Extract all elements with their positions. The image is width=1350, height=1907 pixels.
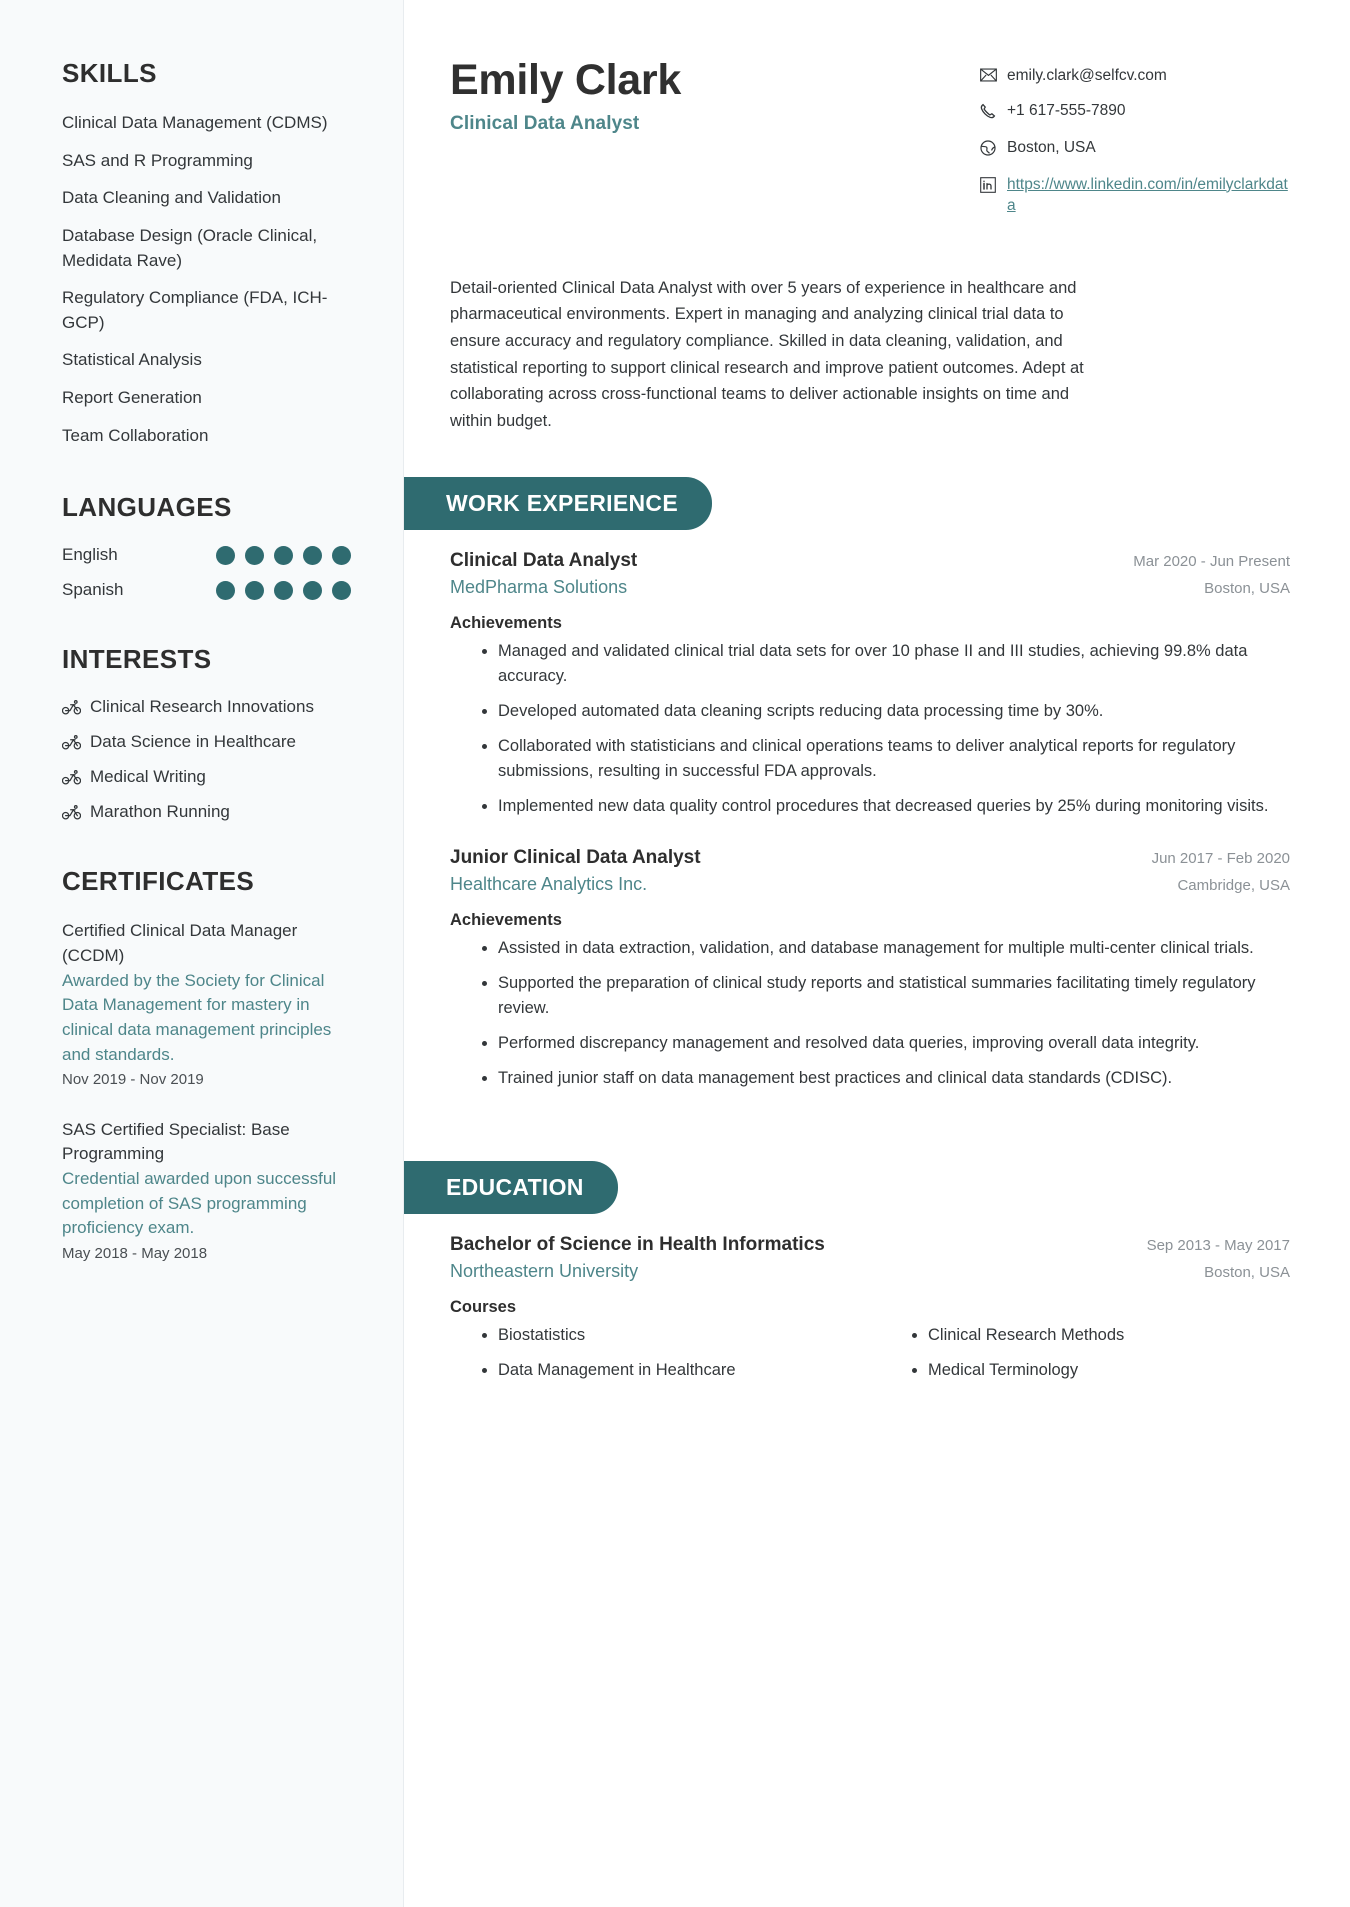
- globe-icon: [980, 140, 997, 163]
- contact-location: Boston, USA: [1007, 138, 1096, 156]
- contact-email-row: [980, 66, 1290, 89]
- contact-email[interactable]: emily.clark@selfcv.com: [1007, 67, 1167, 84]
- education-entry-header: [450, 1234, 1290, 1256]
- bicycle-icon: [62, 700, 81, 715]
- skills-list: [62, 111, 351, 448]
- candidate-name: Emily Clark: [450, 56, 681, 104]
- contact-phone-row: [980, 101, 1290, 126]
- level-dot: [245, 546, 264, 565]
- work-entry: [450, 550, 1290, 819]
- interests-section: [62, 644, 351, 822]
- skills-section: [62, 58, 351, 448]
- work-entry-subheader: [450, 874, 1290, 895]
- courses-label: Courses: [450, 1298, 517, 1317]
- interest-item: [62, 697, 351, 717]
- achievement-item: Assisted in data extraction, validation, and database management for multiple multi-center clinical trials.: [454, 936, 1290, 962]
- interests-heading: INTERESTS: [62, 644, 212, 675]
- languages-heading: LANGUAGES: [62, 492, 232, 523]
- education-entry-subheader: [450, 1261, 1290, 1282]
- certificate-description: Awarded by the Society for Clinical Data Management for mastery in clinical data management principles and standards.: [62, 970, 332, 1064]
- course-item: Biostatistics: [454, 1323, 860, 1349]
- achievements-list: [454, 639, 1290, 819]
- linkedin-icon: [980, 177, 997, 200]
- language-row: [62, 580, 351, 600]
- certificate-name: Certified Clinical Data Manager (CCDM): [62, 921, 298, 966]
- interest-label: Marathon Running: [90, 802, 230, 822]
- level-dot: [332, 546, 351, 565]
- skill-item: Clinical Data Management (CDMS): [62, 113, 328, 132]
- resume-header: [450, 56, 1290, 229]
- contact-linkedin-link[interactable]: https://www.linkedin.com/in/emilyclarkdata: [1007, 175, 1288, 214]
- level-dot: [303, 581, 322, 600]
- level-dot: [274, 546, 293, 565]
- work-experience-heading: WORK EXPERIENCE: [404, 477, 712, 530]
- certificate-date: Nov 2019 - Nov 2019: [62, 1071, 204, 1089]
- interest-label: Clinical Research Innovations: [90, 697, 314, 717]
- contact-block: [980, 56, 1290, 229]
- achievement-item: Performed discrepancy management and resolved data queries, improving overall data integrity.: [454, 1031, 1290, 1057]
- course-item: Medical Terminology: [884, 1358, 1290, 1384]
- interest-item: [62, 732, 351, 752]
- professional-summary: Detail-oriented Clinical Data Analyst with over 5 years of experience in healthcare and pharmaceutical environments. Expert in managing and analyzing clinical trial data to ensure accuracy and regulatory compliance. Skilled in data cleaning, validation, and statistical reporting to support clinical research and improve patient outcomes. Adept at collaborating across cross-functional teams to deliver actionable insights on time and within budget.: [450, 278, 1084, 431]
- achievement-item: Managed and validated clinical trial data sets for over 10 phase II and III studies, achieving 99.8% data accuracy.: [454, 639, 1290, 690]
- level-dot: [332, 581, 351, 600]
- education-heading: EDUCATION: [404, 1161, 618, 1214]
- job-company: MedPharma Solutions: [450, 576, 628, 597]
- skill-item: Data Cleaning and Validation: [62, 188, 281, 208]
- job-dates: Mar 2020 - Jun Present: [1133, 552, 1290, 570]
- sidebar: [0, 0, 404, 1907]
- certificate-name: SAS Certified Specialist: Base Programming: [62, 1119, 290, 1164]
- main-content: [404, 0, 1350, 1907]
- candidate-role: Clinical Data Analyst: [450, 113, 640, 135]
- job-company: Healthcare Analytics Inc.: [450, 874, 648, 895]
- interest-label: Data Science in Healthcare: [90, 732, 297, 752]
- courses-list: [454, 1323, 1290, 1392]
- job-location: Boston, USA: [1204, 579, 1290, 597]
- work-entry-header: [450, 550, 1290, 572]
- work-entry: [450, 847, 1290, 1091]
- certificate-item: [62, 919, 351, 1091]
- language-level-dots: [216, 546, 351, 565]
- language-name: Spanish: [62, 580, 124, 600]
- degree-dates: Sep 2013 - May 2017: [1146, 1237, 1290, 1255]
- language-row: [62, 545, 351, 565]
- course-item: Data Management in Healthcare: [454, 1358, 860, 1384]
- course-item: Clinical Research Methods: [884, 1323, 1290, 1349]
- skill-item: Database Design (Oracle Clinical, Medidata Rave): [62, 225, 318, 270]
- job-location: Cambridge, USA: [1177, 877, 1290, 895]
- achievement-item: Developed automated data cleaning scripts reducing data processing time by 30%.: [454, 699, 1290, 725]
- skill-item: Statistical Analysis: [62, 350, 202, 370]
- level-dot: [216, 546, 235, 565]
- certificate-date: May 2018 - May 2018: [62, 1244, 208, 1262]
- bicycle-icon: [62, 735, 81, 750]
- achievements-list: [454, 936, 1290, 1091]
- degree-title: Bachelor of Science in Health Informatics: [450, 1234, 825, 1256]
- skill-item: Team Collaboration: [62, 425, 209, 445]
- job-dates: Jun 2017 - Feb 2020: [1151, 850, 1290, 868]
- interest-label: Medical Writing: [90, 767, 206, 787]
- certificate-item: [62, 1118, 351, 1266]
- work-entry-header: [450, 847, 1290, 869]
- work-entry-subheader: [450, 577, 1290, 598]
- certificates-section: [62, 866, 351, 1265]
- bicycle-icon: [62, 770, 81, 785]
- skills-heading: SKILLS: [62, 58, 157, 88]
- phone-icon: [980, 103, 997, 126]
- interest-item: [62, 802, 351, 822]
- contact-location-row: [980, 138, 1290, 163]
- level-dot: [303, 546, 322, 565]
- interest-item: [62, 767, 351, 787]
- school-name: Northeastern University: [450, 1261, 639, 1282]
- achievement-item: Collaborated with statisticians and clinical operations teams to deliver analytical reports for regulatory submissions, resulting in successful FDA approvals.: [454, 734, 1290, 785]
- achievement-item: Trained junior staff on data management best practices and clinical data standards (CDISC).: [454, 1066, 1290, 1092]
- identity-block: [450, 56, 681, 135]
- education-entry: [450, 1234, 1290, 1392]
- level-dot: [274, 581, 293, 600]
- skill-item: Report Generation: [62, 388, 202, 408]
- achievement-item: Supported the preparation of clinical study reports and statistical summaries facilitating timely regulatory review.: [454, 971, 1290, 1022]
- language-name: English: [62, 545, 118, 565]
- languages-section: [62, 492, 351, 600]
- skill-item: Regulatory Compliance (FDA, ICH-GCP): [62, 288, 328, 332]
- contact-phone[interactable]: +1 617-555-7890: [1007, 101, 1126, 119]
- job-title: Junior Clinical Data Analyst: [450, 847, 701, 869]
- school-location: Boston, USA: [1204, 1264, 1290, 1282]
- skill-item: SAS and R Programming: [62, 150, 253, 170]
- envelope-icon: [980, 68, 997, 89]
- level-dot: [216, 581, 235, 600]
- job-title: Clinical Data Analyst: [450, 549, 638, 571]
- level-dot: [245, 581, 264, 600]
- language-level-dots: [216, 581, 351, 600]
- achievements-label: Achievements: [450, 911, 562, 930]
- achievement-item: Implemented new data quality control procedures that decreased queries by 25% during monitoring visits.: [454, 794, 1290, 820]
- achievements-label: Achievements: [450, 613, 562, 632]
- certificate-description: Credential awarded upon successful completion of SAS programming proficiency exam.: [62, 1169, 337, 1238]
- contact-linkedin-row: [980, 175, 1290, 217]
- bicycle-icon: [62, 805, 81, 820]
- certificates-heading: CERTIFICATES: [62, 866, 255, 897]
